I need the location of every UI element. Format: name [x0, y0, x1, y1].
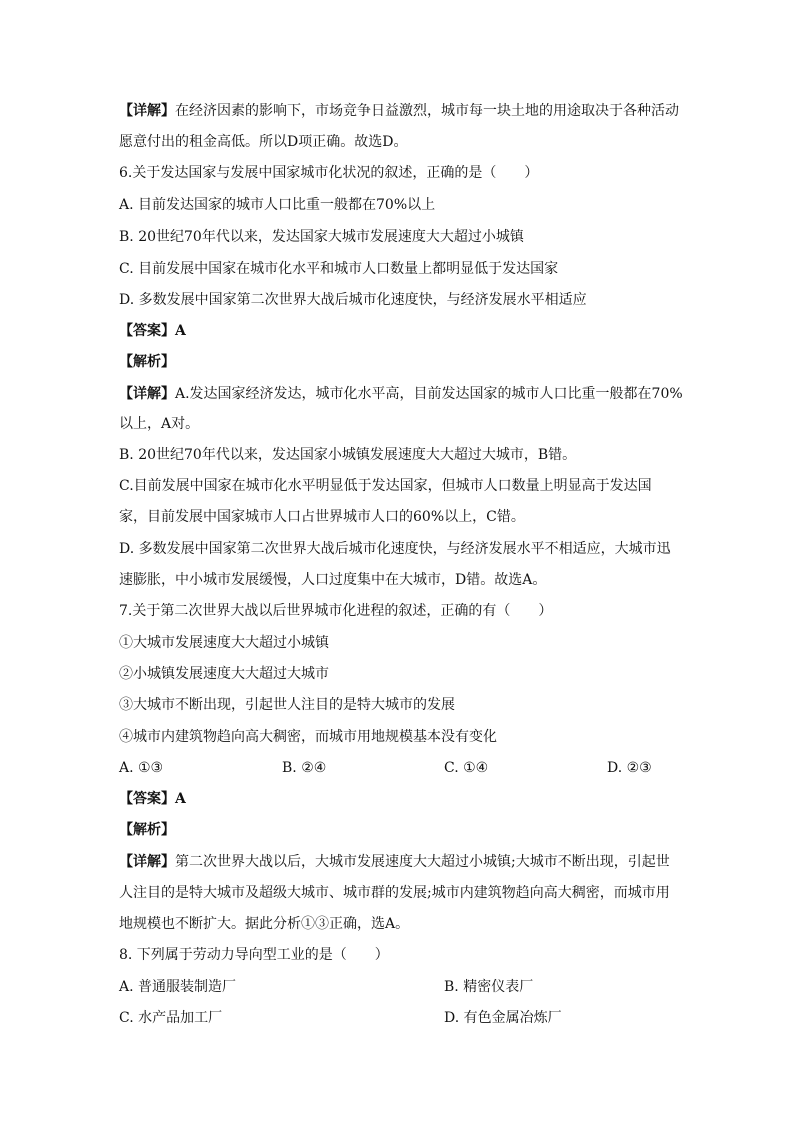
q8-options-row-1 — [119, 976, 679, 998]
q7-option-d: D. ②③ — [607, 760, 652, 776]
q6-detail-line-5: 家，目前发展中国家城市人口占世界城市人口的60%以上，C错。 — [119, 509, 525, 525]
q6-stem: 6.关于发达国家与发展中国家城市化状况的叙述，正确的是（ ） — [119, 165, 539, 181]
q6-detail-line-6: D. 多数发展中国家第二次世界大战后城市化速度快，与经济发展水平不相适应，大城市迅 — [119, 541, 671, 557]
q5-detail-line-2: 愿意付出的租金高低。所以D项正确。故选D。 — [119, 134, 408, 150]
q8-option-a: A. 普通服装制造厂 — [119, 979, 237, 995]
q6-detail-line-1 — [119, 383, 683, 405]
q7-statement-2: ②小城镇发展速度大大超过大城市 — [119, 666, 329, 682]
q6-detail-line-7: 速膨胀，中小城市发展缓慢，人口过度集中在大城市，D错。故选A。 — [119, 572, 547, 588]
detail-tag: 【详解】 — [119, 854, 175, 870]
q8-option-d: D. 有色金属冶炼厂 — [444, 1010, 562, 1026]
q7-option-b: B. ②④ — [282, 760, 327, 776]
detail-text: A.发达国家经济发达，城市化水平高，目前发达国家的城市人口比重一般都在70% — [175, 386, 683, 402]
q7-statement-3: ③大城市不断出现，引起世人注目的是特大城市的发展 — [119, 697, 455, 713]
q6-detail-line-2: 以上，A对。 — [119, 416, 200, 432]
q6-option-c: C. 目前发展中国家在城市化水平和城市人口数量上都明显低于发达国家 — [119, 261, 559, 277]
q7-detail-line-2: 人注目的是特大城市及超级大城市、城市群的发展;城市内建筑物趋向高大稠密，而城市用 — [119, 885, 670, 901]
q7-option-a: A. ①③ — [119, 760, 164, 776]
q7-statement-1: ①大城市发展速度大大超过小城镇 — [119, 635, 329, 651]
q6-detail-line-4: C.目前发展中国家在城市化水平明显低于发达国家，但城市人口数量上明显高于发达国 — [119, 478, 652, 494]
detail-text: 在经济因素的影响下，市场竞争日益激烈，城市每一块土地的用途取决于各种活动 — [175, 103, 679, 119]
q8-option-c: C. 水产品加工厂 — [119, 1010, 223, 1026]
q6-option-d: D. 多数发展中国家第二次世界大战后城市化速度快，与经济发展水平相适应 — [119, 292, 587, 308]
q6-detail-line-3: B. 20世纪70年代以来，发达国家小城镇发展速度大大超过大城市，B错。 — [119, 447, 577, 463]
q7-option-c: C. ①④ — [444, 760, 489, 776]
q7-statement-4: ④城市内建筑物趋向高大稠密，而城市用地规模基本没有变化 — [119, 729, 497, 745]
q8-option-b: B. 精密仪表厂 — [444, 979, 534, 995]
q6-answer: 【答案】A — [119, 323, 186, 339]
q8-stem: 8. 下列属于劳动力导向型工业的是（ ） — [119, 947, 389, 963]
q6-option-b: B. 20世纪70年代以来，发达国家大城市发展速度大大超过小城镇 — [119, 229, 524, 245]
q7-detail-line-3: 地规模也不断扩大。据此分析①③正确，选A。 — [119, 916, 410, 932]
q6-option-a: A. 目前发达国家的城市人口比重一般都在70%以上 — [119, 197, 436, 213]
q7-stem: 7.关于第二次世界大战以后世界城市化进程的叙述，正确的有（ ） — [119, 603, 553, 619]
q7-analysis-heading: 【解析】 — [119, 822, 175, 838]
detail-text: 第二次世界大战以后，大城市发展速度大大超过小城镇;大城市不断出现，引起世 — [175, 854, 670, 870]
q8-options-row-2 — [119, 1007, 679, 1029]
q7-options — [119, 757, 679, 779]
q6-analysis-heading: 【解析】 — [119, 354, 175, 370]
detail-tag: 【详解】 — [119, 386, 175, 402]
q7-detail-line-1 — [119, 851, 679, 873]
detail-tag: 【详解】 — [119, 103, 175, 119]
q7-answer: 【答案】A — [119, 791, 186, 807]
q5-detail-line-1 — [119, 100, 679, 122]
